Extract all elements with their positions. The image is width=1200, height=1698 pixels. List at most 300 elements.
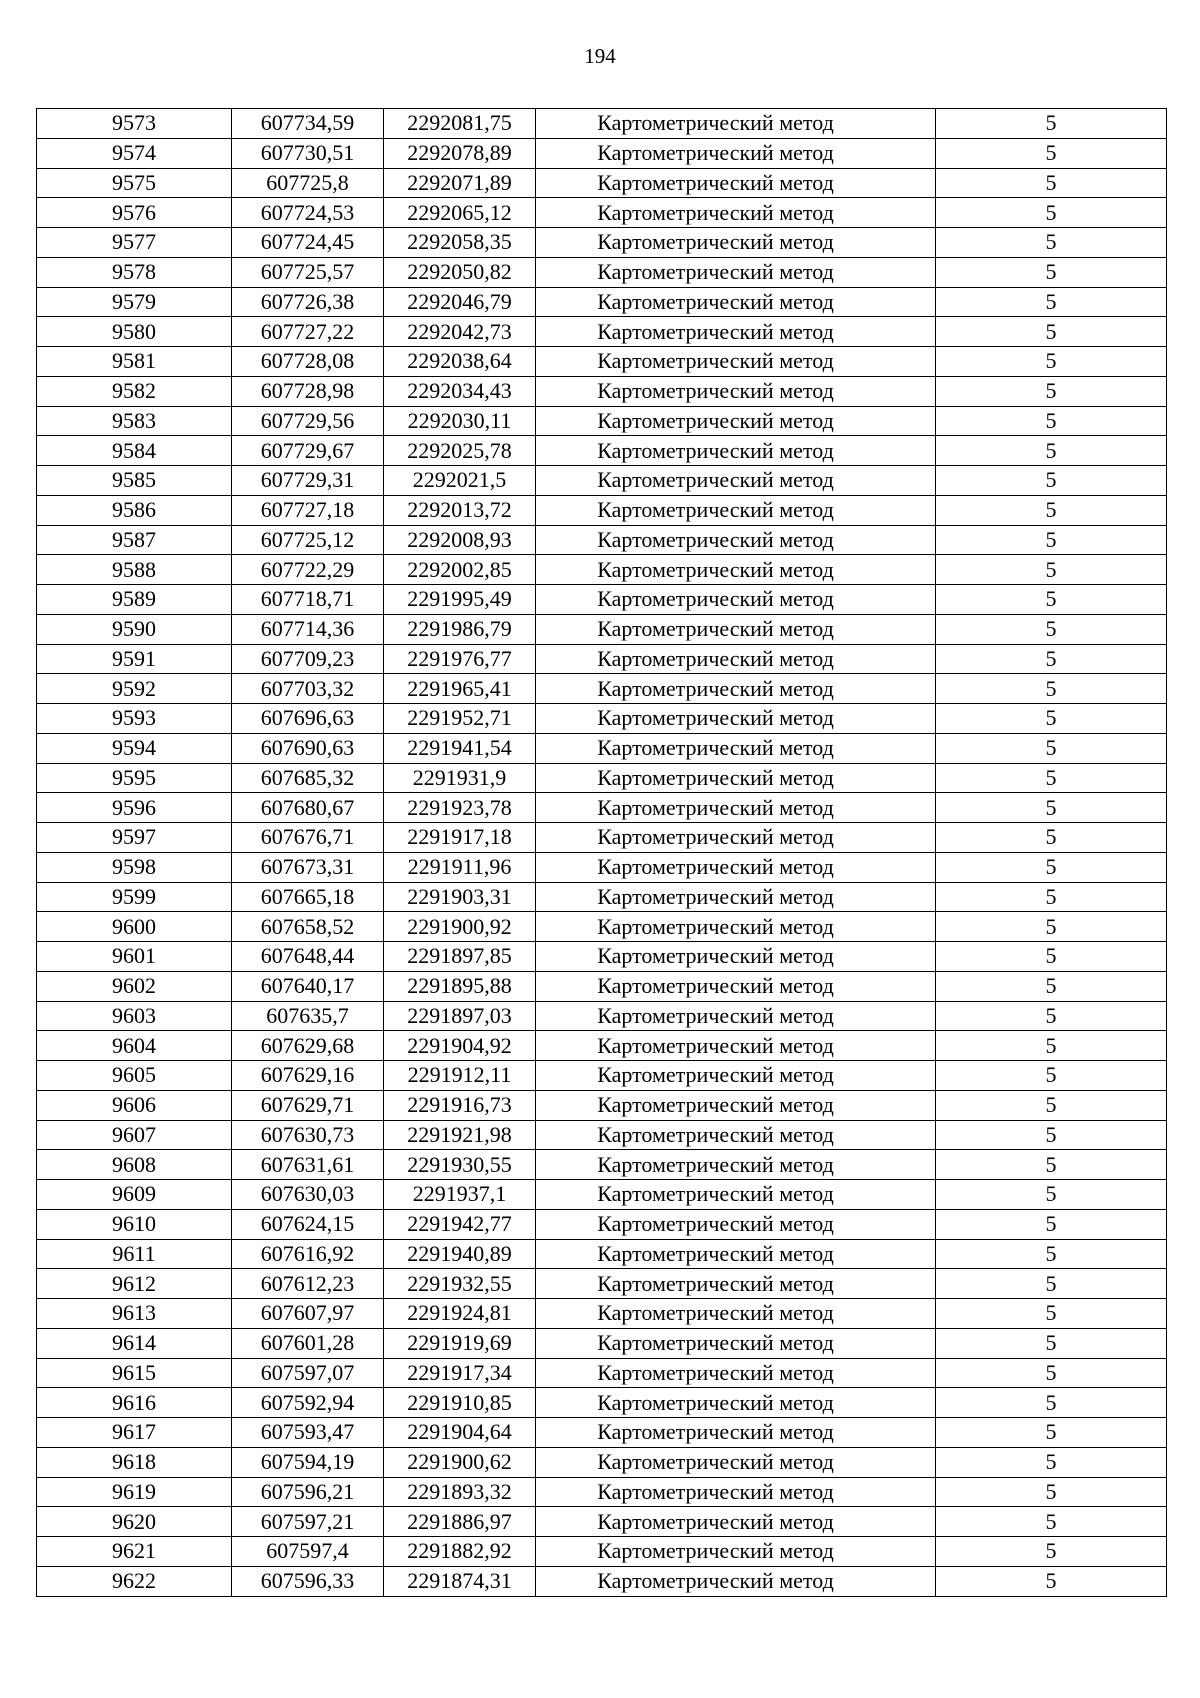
- table-row: [37, 1477, 1167, 1507]
- point-number-cell: 9592: [37, 674, 232, 704]
- page-number: 194: [584, 44, 616, 68]
- table-row: [37, 287, 1167, 317]
- method-cell: Картометрический метод: [536, 674, 936, 704]
- method-cell: Картометрический метод: [536, 228, 936, 258]
- x-coordinate-cell: 607690,63: [232, 733, 384, 763]
- method-cell: Картометрический метод: [536, 1388, 936, 1418]
- y-coordinate-cell: 2292081,75: [384, 109, 536, 139]
- x-coordinate-cell: 607592,94: [232, 1388, 384, 1418]
- point-number-cell: 9614: [37, 1328, 232, 1358]
- method-cell: Картометрический метод: [536, 436, 936, 466]
- table-row: [37, 733, 1167, 763]
- table-row: [37, 942, 1167, 972]
- y-coordinate-cell: 2291924,81: [384, 1299, 536, 1329]
- accuracy-cell: 5: [936, 109, 1167, 139]
- table-row: [37, 168, 1167, 198]
- y-coordinate-cell: 2291995,49: [384, 585, 536, 615]
- y-coordinate-cell: 2291895,88: [384, 971, 536, 1001]
- accuracy-cell: 5: [936, 763, 1167, 793]
- y-coordinate-cell: 2292038,64: [384, 347, 536, 377]
- point-number-cell: 9611: [37, 1239, 232, 1269]
- method-cell: Картометрический метод: [536, 168, 936, 198]
- x-coordinate-cell: 607685,32: [232, 763, 384, 793]
- y-coordinate-cell: 2292065,12: [384, 198, 536, 228]
- accuracy-cell: 5: [936, 287, 1167, 317]
- accuracy-cell: 5: [936, 525, 1167, 555]
- x-coordinate-cell: 607729,67: [232, 436, 384, 466]
- point-number-cell: 9606: [37, 1090, 232, 1120]
- accuracy-cell: 5: [936, 138, 1167, 168]
- accuracy-cell: 5: [936, 674, 1167, 704]
- table-row: [37, 1061, 1167, 1091]
- x-coordinate-cell: 607729,31: [232, 466, 384, 496]
- x-coordinate-cell: 607640,17: [232, 971, 384, 1001]
- table-row: [37, 1209, 1167, 1239]
- accuracy-cell: 5: [936, 1477, 1167, 1507]
- x-coordinate-cell: 607594,19: [232, 1447, 384, 1477]
- x-coordinate-cell: 607596,33: [232, 1566, 384, 1596]
- x-coordinate-cell: 607724,45: [232, 228, 384, 258]
- method-cell: Картометрический метод: [536, 585, 936, 615]
- table-row: [37, 466, 1167, 496]
- y-coordinate-cell: 2291900,92: [384, 912, 536, 942]
- table-row: [37, 436, 1167, 466]
- x-coordinate-cell: 607728,08: [232, 347, 384, 377]
- table-row: [37, 1299, 1167, 1329]
- point-number-cell: 9609: [37, 1180, 232, 1210]
- point-number-cell: 9596: [37, 793, 232, 823]
- accuracy-cell: 5: [936, 1358, 1167, 1388]
- x-coordinate-cell: 607722,29: [232, 555, 384, 585]
- accuracy-cell: 5: [936, 1120, 1167, 1150]
- y-coordinate-cell: 2291903,31: [384, 882, 536, 912]
- x-coordinate-cell: 607624,15: [232, 1209, 384, 1239]
- method-cell: Картометрический метод: [536, 793, 936, 823]
- point-number-cell: 9573: [37, 109, 232, 139]
- point-number-cell: 9612: [37, 1269, 232, 1299]
- point-number-cell: 9619: [37, 1477, 232, 1507]
- y-coordinate-cell: 2292050,82: [384, 257, 536, 287]
- y-coordinate-cell: 2292078,89: [384, 138, 536, 168]
- point-number-cell: 9621: [37, 1537, 232, 1567]
- point-number-cell: 9580: [37, 317, 232, 347]
- method-cell: Картометрический метод: [536, 971, 936, 1001]
- y-coordinate-cell: 2291941,54: [384, 733, 536, 763]
- method-cell: Картометрический метод: [536, 823, 936, 853]
- x-coordinate-cell: 607658,52: [232, 912, 384, 942]
- accuracy-cell: 5: [936, 1418, 1167, 1448]
- table-row: [37, 406, 1167, 436]
- method-cell: Картометрический метод: [536, 1061, 936, 1091]
- point-number-cell: 9601: [37, 942, 232, 972]
- table-row: [37, 704, 1167, 734]
- x-coordinate-cell: 607630,03: [232, 1180, 384, 1210]
- x-coordinate-cell: 607726,38: [232, 287, 384, 317]
- y-coordinate-cell: 2291932,55: [384, 1269, 536, 1299]
- accuracy-cell: 5: [936, 971, 1167, 1001]
- point-number-cell: 9589: [37, 585, 232, 615]
- method-cell: Картометрический метод: [536, 347, 936, 377]
- x-coordinate-cell: 607725,57: [232, 257, 384, 287]
- table-row: [37, 882, 1167, 912]
- x-coordinate-cell: 607597,21: [232, 1507, 384, 1537]
- method-cell: Картометрический метод: [536, 555, 936, 585]
- accuracy-cell: 5: [936, 704, 1167, 734]
- table-row: [37, 1150, 1167, 1180]
- y-coordinate-cell: 2291952,71: [384, 704, 536, 734]
- accuracy-cell: 5: [936, 555, 1167, 585]
- table-row: [37, 109, 1167, 139]
- method-cell: Картометрический метод: [536, 644, 936, 674]
- accuracy-cell: 5: [936, 1537, 1167, 1567]
- table-row: [37, 823, 1167, 853]
- x-coordinate-cell: 607676,71: [232, 823, 384, 853]
- x-coordinate-cell: 607727,18: [232, 495, 384, 525]
- point-number-cell: 9590: [37, 614, 232, 644]
- y-coordinate-cell: 2291923,78: [384, 793, 536, 823]
- accuracy-cell: 5: [936, 1447, 1167, 1477]
- x-coordinate-cell: 607631,61: [232, 1150, 384, 1180]
- method-cell: Картометрический метод: [536, 1507, 936, 1537]
- point-number-cell: 9582: [37, 376, 232, 406]
- y-coordinate-cell: 2292030,11: [384, 406, 536, 436]
- method-cell: Картометрический метод: [536, 1447, 936, 1477]
- y-coordinate-cell: 2291919,69: [384, 1328, 536, 1358]
- accuracy-cell: 5: [936, 823, 1167, 853]
- table-row: [37, 1328, 1167, 1358]
- method-cell: Картометрический метод: [536, 1031, 936, 1061]
- y-coordinate-cell: 2291916,73: [384, 1090, 536, 1120]
- table-row: [37, 1269, 1167, 1299]
- accuracy-cell: 5: [936, 168, 1167, 198]
- point-number-cell: 9597: [37, 823, 232, 853]
- x-coordinate-cell: 607629,16: [232, 1061, 384, 1091]
- accuracy-cell: 5: [936, 198, 1167, 228]
- point-number-cell: 9620: [37, 1507, 232, 1537]
- method-cell: Картометрический метод: [536, 882, 936, 912]
- accuracy-cell: 5: [936, 733, 1167, 763]
- point-number-cell: 9617: [37, 1418, 232, 1448]
- accuracy-cell: 5: [936, 1061, 1167, 1091]
- table-row: [37, 525, 1167, 555]
- table-row: [37, 376, 1167, 406]
- x-coordinate-cell: 607725,8: [232, 168, 384, 198]
- coordinates-table: [36, 108, 1167, 1597]
- accuracy-cell: 5: [936, 912, 1167, 942]
- method-cell: Картометрический метод: [536, 763, 936, 793]
- table-row: [37, 971, 1167, 1001]
- accuracy-cell: 5: [936, 942, 1167, 972]
- table-row: [37, 555, 1167, 585]
- point-number-cell: 9593: [37, 704, 232, 734]
- y-coordinate-cell: 2291904,64: [384, 1418, 536, 1448]
- point-number-cell: 9610: [37, 1209, 232, 1239]
- point-number-cell: 9581: [37, 347, 232, 377]
- y-coordinate-cell: 2292058,35: [384, 228, 536, 258]
- method-cell: Картометрический метод: [536, 912, 936, 942]
- x-coordinate-cell: 607729,56: [232, 406, 384, 436]
- x-coordinate-cell: 607601,28: [232, 1328, 384, 1358]
- method-cell: Картометрический метод: [536, 495, 936, 525]
- point-number-cell: 9588: [37, 555, 232, 585]
- method-cell: Картометрический метод: [536, 198, 936, 228]
- accuracy-cell: 5: [936, 1031, 1167, 1061]
- method-cell: Картометрический метод: [536, 466, 936, 496]
- accuracy-cell: 5: [936, 257, 1167, 287]
- table-row: [37, 763, 1167, 793]
- x-coordinate-cell: 607616,92: [232, 1239, 384, 1269]
- accuracy-cell: 5: [936, 1001, 1167, 1031]
- accuracy-cell: 5: [936, 228, 1167, 258]
- x-coordinate-cell: 607673,31: [232, 852, 384, 882]
- y-coordinate-cell: 2291911,96: [384, 852, 536, 882]
- accuracy-cell: 5: [936, 882, 1167, 912]
- point-number-cell: 9595: [37, 763, 232, 793]
- x-coordinate-cell: 607629,68: [232, 1031, 384, 1061]
- point-number-cell: 9607: [37, 1120, 232, 1150]
- accuracy-cell: 5: [936, 495, 1167, 525]
- accuracy-cell: 5: [936, 1209, 1167, 1239]
- x-coordinate-cell: 607680,67: [232, 793, 384, 823]
- table-row: [37, 1001, 1167, 1031]
- x-coordinate-cell: 607718,71: [232, 585, 384, 615]
- y-coordinate-cell: 2291986,79: [384, 614, 536, 644]
- method-cell: Картометрический метод: [536, 1180, 936, 1210]
- table-row: [37, 1031, 1167, 1061]
- point-number-cell: 9603: [37, 1001, 232, 1031]
- method-cell: Картометрический метод: [536, 614, 936, 644]
- y-coordinate-cell: 2292021,5: [384, 466, 536, 496]
- table-row: [37, 198, 1167, 228]
- accuracy-cell: 5: [936, 1269, 1167, 1299]
- y-coordinate-cell: 2291930,55: [384, 1150, 536, 1180]
- method-cell: Картометрический метод: [536, 1537, 936, 1567]
- x-coordinate-cell: 607596,21: [232, 1477, 384, 1507]
- point-number-cell: 9598: [37, 852, 232, 882]
- point-number-cell: 9591: [37, 644, 232, 674]
- table-row: [37, 1358, 1167, 1388]
- point-number-cell: 9615: [37, 1358, 232, 1388]
- x-coordinate-cell: 607696,63: [232, 704, 384, 734]
- x-coordinate-cell: 607728,98: [232, 376, 384, 406]
- point-number-cell: 9578: [37, 257, 232, 287]
- y-coordinate-cell: 2292008,93: [384, 525, 536, 555]
- accuracy-cell: 5: [936, 793, 1167, 823]
- point-number-cell: 9576: [37, 198, 232, 228]
- method-cell: Картометрический метод: [536, 109, 936, 139]
- method-cell: Картометрический метод: [536, 1150, 936, 1180]
- table-row: [37, 138, 1167, 168]
- table-row: [37, 1566, 1167, 1596]
- table-row: [37, 1239, 1167, 1269]
- y-coordinate-cell: 2291874,31: [384, 1566, 536, 1596]
- point-number-cell: 9579: [37, 287, 232, 317]
- point-number-cell: 9594: [37, 733, 232, 763]
- y-coordinate-cell: 2291897,03: [384, 1001, 536, 1031]
- table-row: [37, 1537, 1167, 1567]
- point-number-cell: 9587: [37, 525, 232, 555]
- accuracy-cell: 5: [936, 852, 1167, 882]
- accuracy-cell: 5: [936, 317, 1167, 347]
- method-cell: Картометрический метод: [536, 138, 936, 168]
- method-cell: Картометрический метод: [536, 1090, 936, 1120]
- accuracy-cell: 5: [936, 1090, 1167, 1120]
- y-coordinate-cell: 2291937,1: [384, 1180, 536, 1210]
- y-coordinate-cell: 2292002,85: [384, 555, 536, 585]
- accuracy-cell: 5: [936, 1299, 1167, 1329]
- accuracy-cell: 5: [936, 406, 1167, 436]
- accuracy-cell: 5: [936, 1388, 1167, 1418]
- x-coordinate-cell: 607724,53: [232, 198, 384, 228]
- table-row: [37, 644, 1167, 674]
- x-coordinate-cell: 607714,36: [232, 614, 384, 644]
- method-cell: Картометрический метод: [536, 1269, 936, 1299]
- table-row: [37, 257, 1167, 287]
- y-coordinate-cell: 2292034,43: [384, 376, 536, 406]
- y-coordinate-cell: 2291921,98: [384, 1120, 536, 1150]
- y-coordinate-cell: 2292071,89: [384, 168, 536, 198]
- table-row: [37, 228, 1167, 258]
- point-number-cell: 9616: [37, 1388, 232, 1418]
- method-cell: Картометрический метод: [536, 525, 936, 555]
- method-cell: Картометрический метод: [536, 1209, 936, 1239]
- accuracy-cell: 5: [936, 1239, 1167, 1269]
- table-row: [37, 347, 1167, 377]
- x-coordinate-cell: 607630,73: [232, 1120, 384, 1150]
- method-cell: Картометрический метод: [536, 287, 936, 317]
- y-coordinate-cell: 2291886,97: [384, 1507, 536, 1537]
- y-coordinate-cell: 2291893,32: [384, 1477, 536, 1507]
- point-number-cell: 9608: [37, 1150, 232, 1180]
- table-row: [37, 793, 1167, 823]
- x-coordinate-cell: 607629,71: [232, 1090, 384, 1120]
- point-number-cell: 9622: [37, 1566, 232, 1596]
- method-cell: Картометрический метод: [536, 1566, 936, 1596]
- x-coordinate-cell: 607635,7: [232, 1001, 384, 1031]
- y-coordinate-cell: 2291897,85: [384, 942, 536, 972]
- method-cell: Картометрический метод: [536, 1299, 936, 1329]
- point-number-cell: 9605: [37, 1061, 232, 1091]
- point-number-cell: 9599: [37, 882, 232, 912]
- accuracy-cell: 5: [936, 614, 1167, 644]
- method-cell: Картометрический метод: [536, 376, 936, 406]
- y-coordinate-cell: 2291912,11: [384, 1061, 536, 1091]
- method-cell: Картометрический метод: [536, 1358, 936, 1388]
- table-row: [37, 1388, 1167, 1418]
- x-coordinate-cell: 607648,44: [232, 942, 384, 972]
- x-coordinate-cell: 607725,12: [232, 525, 384, 555]
- y-coordinate-cell: 2291940,89: [384, 1239, 536, 1269]
- y-coordinate-cell: 2291910,85: [384, 1388, 536, 1418]
- accuracy-cell: 5: [936, 347, 1167, 377]
- y-coordinate-cell: 2291904,92: [384, 1031, 536, 1061]
- method-cell: Картометрический метод: [536, 1477, 936, 1507]
- accuracy-cell: 5: [936, 1180, 1167, 1210]
- point-number-cell: 9574: [37, 138, 232, 168]
- y-coordinate-cell: 2292042,73: [384, 317, 536, 347]
- x-coordinate-cell: 607730,51: [232, 138, 384, 168]
- x-coordinate-cell: 607607,97: [232, 1299, 384, 1329]
- x-coordinate-cell: 607727,22: [232, 317, 384, 347]
- table-row: [37, 852, 1167, 882]
- table-row: [37, 1120, 1167, 1150]
- method-cell: Картометрический метод: [536, 257, 936, 287]
- accuracy-cell: 5: [936, 1566, 1167, 1596]
- y-coordinate-cell: 2292013,72: [384, 495, 536, 525]
- y-coordinate-cell: 2291976,77: [384, 644, 536, 674]
- table-row: [37, 1090, 1167, 1120]
- point-number-cell: 9613: [37, 1299, 232, 1329]
- method-cell: Картометрический метод: [536, 1120, 936, 1150]
- accuracy-cell: 5: [936, 1328, 1167, 1358]
- x-coordinate-cell: 607665,18: [232, 882, 384, 912]
- accuracy-cell: 5: [936, 436, 1167, 466]
- point-number-cell: 9575: [37, 168, 232, 198]
- x-coordinate-cell: 607593,47: [232, 1418, 384, 1448]
- table-row: [37, 1447, 1167, 1477]
- point-number-cell: 9577: [37, 228, 232, 258]
- x-coordinate-cell: 607703,32: [232, 674, 384, 704]
- x-coordinate-cell: 607734,59: [232, 109, 384, 139]
- coordinates-table-body: [37, 109, 1167, 1597]
- accuracy-cell: 5: [936, 644, 1167, 674]
- table-row: [37, 912, 1167, 942]
- accuracy-cell: 5: [936, 376, 1167, 406]
- x-coordinate-cell: 607597,4: [232, 1537, 384, 1567]
- y-coordinate-cell: 2291931,9: [384, 763, 536, 793]
- method-cell: Картометрический метод: [536, 1328, 936, 1358]
- y-coordinate-cell: 2292046,79: [384, 287, 536, 317]
- y-coordinate-cell: 2291917,34: [384, 1358, 536, 1388]
- method-cell: Картометрический метод: [536, 852, 936, 882]
- y-coordinate-cell: 2291965,41: [384, 674, 536, 704]
- y-coordinate-cell: 2291900,62: [384, 1447, 536, 1477]
- method-cell: Картометрический метод: [536, 406, 936, 436]
- method-cell: Картометрический метод: [536, 942, 936, 972]
- point-number-cell: 9600: [37, 912, 232, 942]
- method-cell: Картометрический метод: [536, 1418, 936, 1448]
- accuracy-cell: 5: [936, 1507, 1167, 1537]
- table-row: [37, 495, 1167, 525]
- table-row: [37, 1418, 1167, 1448]
- table-row: [37, 317, 1167, 347]
- method-cell: Картометрический метод: [536, 1239, 936, 1269]
- x-coordinate-cell: 607709,23: [232, 644, 384, 674]
- method-cell: Картометрический метод: [536, 317, 936, 347]
- y-coordinate-cell: 2292025,78: [384, 436, 536, 466]
- accuracy-cell: 5: [936, 585, 1167, 615]
- table-row: [37, 1180, 1167, 1210]
- y-coordinate-cell: 2291942,77: [384, 1209, 536, 1239]
- x-coordinate-cell: 607597,07: [232, 1358, 384, 1388]
- table-row: [37, 674, 1167, 704]
- point-number-cell: 9584: [37, 436, 232, 466]
- point-number-cell: 9618: [37, 1447, 232, 1477]
- table-row: [37, 585, 1167, 615]
- table-row: [37, 1507, 1167, 1537]
- y-coordinate-cell: 2291917,18: [384, 823, 536, 853]
- point-number-cell: 9585: [37, 466, 232, 496]
- table-row: [37, 614, 1167, 644]
- method-cell: Картометрический метод: [536, 1001, 936, 1031]
- method-cell: Картометрический метод: [536, 733, 936, 763]
- x-coordinate-cell: 607612,23: [232, 1269, 384, 1299]
- point-number-cell: 9604: [37, 1031, 232, 1061]
- point-number-cell: 9583: [37, 406, 232, 436]
- method-cell: Картометрический метод: [536, 704, 936, 734]
- y-coordinate-cell: 2291882,92: [384, 1537, 536, 1567]
- point-number-cell: 9602: [37, 971, 232, 1001]
